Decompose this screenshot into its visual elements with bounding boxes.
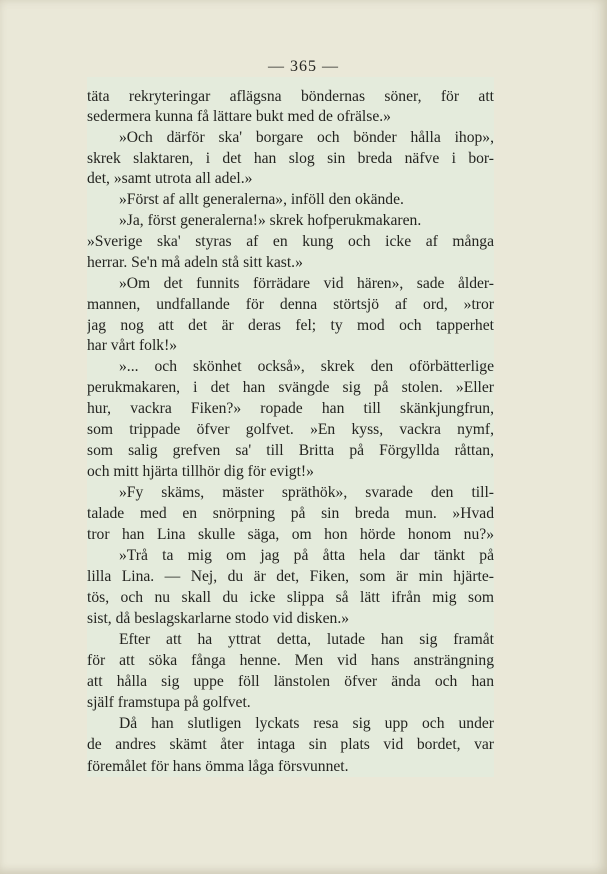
text-line: Efter att ha yttrat detta, lutade han sig framåt	[119, 631, 494, 648]
text-line: själf framstupa på golfvet.	[87, 694, 251, 711]
text-line: »Om det funnits förrädare vid hären», sade ålder-	[119, 275, 494, 292]
text-line: för att söka fånga henne. Men vid hans ansträngning	[87, 652, 494, 669]
text-line: talade med en snörpning på sin breda mun. »Hvad	[87, 505, 494, 522]
text-line: täta rekryteringar aflägsna böndernas söner, för att	[87, 88, 494, 105]
text-line: sist, då beslagskarlarne stodo vid disken.»	[87, 610, 350, 627]
text-line: de andres skämt åter intaga sin plats vid bordet, var	[87, 736, 494, 753]
text-line: tös, och nu skall du icke slippa så lätt ifrån mig som	[87, 589, 494, 606]
page-number: — 365 —	[268, 58, 339, 75]
text-line: perukmakaren, i det han svängde sig på stolen. »Eller	[87, 379, 494, 396]
text-line: föremålet för hans ömma låga försvunnet.	[87, 757, 494, 777]
text-line: det, »samt utrota all adel.»	[87, 170, 253, 187]
body-text	[87, 77, 494, 757]
text-line: »Sverige ska' styras af en kung och icke af många	[87, 233, 494, 250]
text-line: »Trå ta mig om jag på åtta hela dar tänkt på	[119, 547, 494, 564]
text-line: sedermera kunna få lättare bukt med de ofrälse.»	[87, 108, 391, 125]
text-line: som salig grefven sa' till Britta på Förgyllda råttan,	[87, 442, 494, 459]
text-line: herrar. Se'n må adeln stå sitt kast.»	[87, 254, 303, 271]
text-line: »... och skönhet också», skrek den oförbätterlige	[119, 358, 494, 375]
text-line: Då han slutligen lyckats resa sig upp och under	[119, 715, 494, 732]
text-line: att hålla sig uppe föll länstolen öfver ända och han	[87, 673, 494, 690]
text-line: har vårt folk!»	[87, 337, 178, 354]
text-line: jag nog att det är deras fel; ty mod och tapperhet	[87, 317, 494, 334]
text-line: »Fy skäms, mäster spräthök», svarade den till-	[119, 484, 494, 501]
text-line: »Först af allt generalerna», inföll den okände.	[119, 191, 404, 208]
text-line: och mitt hjärta tillhör dig för evigt!»	[87, 463, 314, 480]
text-line: »Och därför ska' borgare och bönder hålla ihop»,	[119, 129, 494, 146]
text-line: skrek slaktaren, i det han slog sin breda näfve i bor-	[87, 150, 494, 167]
text-line: lilla Lina. — Nej, du är det, Fiken, som är min hjärte-	[87, 568, 494, 585]
text-line: tror han Lina skulle säga, om hon hörde honom nu?»	[87, 526, 494, 543]
text-line: som trippade öfver golfvet. »En kyss, vackra nymf,	[87, 421, 494, 438]
text-line: »Ja, först generalerna!» skrek hofperukmakaren.	[119, 212, 422, 229]
text-line: mannen, undfallande för denna störtsjö af ord, »tror	[87, 296, 494, 313]
text-line: hur, vackra Fiken?» ropade han till skänkjungfrun,	[87, 400, 494, 417]
